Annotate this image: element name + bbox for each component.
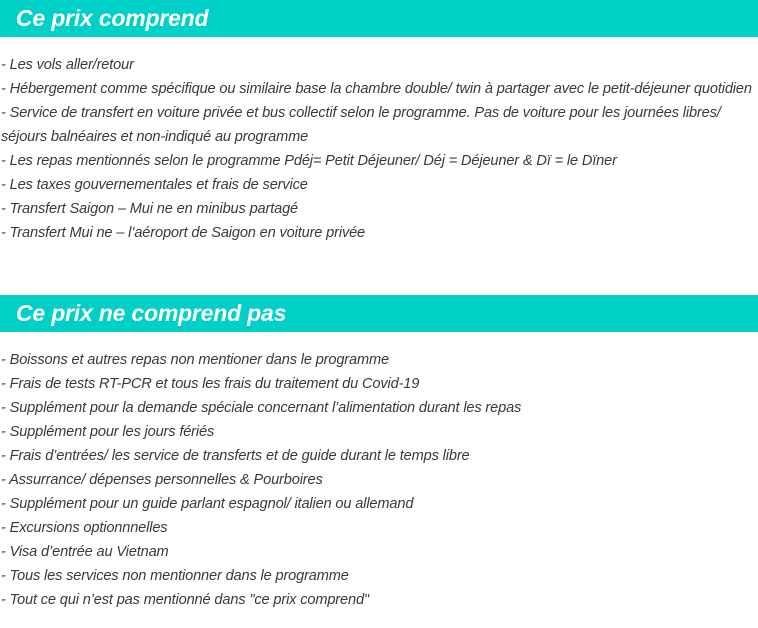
list-item: - Boissons et autres repas non mentioner dans le programme: [1, 352, 389, 368]
list-item: - Visa d’entrée au Vietnam: [1, 544, 169, 560]
list-item: - Les taxes gouvernementales et frais de service: [1, 177, 308, 193]
list-item: - Supplément pour un guide parlant espagnol/ italien ou allemand: [1, 496, 414, 512]
list-item: - Assurrance/ dépenses personnelles & Pourboires: [1, 472, 323, 488]
list-item: - Tous les services non mentionner dans le programme: [1, 568, 349, 584]
included-list: [1, 53, 752, 245]
list-item: - Transfert Mui ne – l’aéroport de Saigon en voiture privée: [1, 225, 366, 241]
list-item: - Transfert Saigon – Mui ne en minibus partagé: [1, 201, 299, 217]
list-item: - Frais d’entrées/ les service de transferts et de guide durant le temps libre: [1, 448, 470, 464]
list-item: séjours balnéaires et non-indiqué au programme: [1, 129, 309, 145]
section-title-excluded: Ce prix ne comprend pas: [0, 295, 758, 332]
list-item: - Excursions optionnnelles: [1, 520, 168, 536]
list-item: - Supplément pour les jours fériés: [1, 424, 215, 440]
list-item: - Supplément pour la demande spéciale concernant l’alimentation durant les repas: [1, 400, 522, 416]
list-item: - Frais de tests RT-PCR et tous les frais du traitement du Covid-19: [1, 376, 420, 392]
excluded-list: [1, 348, 521, 612]
list-item: - Hébergement comme spécifique ou similaire base la chambre double/ twin à partager avec le petit-déjeuner quotidien: [1, 81, 752, 97]
list-item: - Les vols aller/retour: [1, 57, 134, 73]
list-item: - Les repas mentionnés selon le programme Pdéj= Petit Déjeuner/ Déj = Déjeuner & Dï = le Dïner: [1, 153, 617, 169]
list-item: - Tout ce qui n’est pas mentionné dans "ce prix comprend": [1, 592, 369, 608]
list-item: - Service de transfert en voiture privée et bus collectif selon le programme. Pas de voiture pour les journées libres/: [1, 105, 721, 121]
section-title-included: Ce prix comprend: [0, 0, 758, 37]
